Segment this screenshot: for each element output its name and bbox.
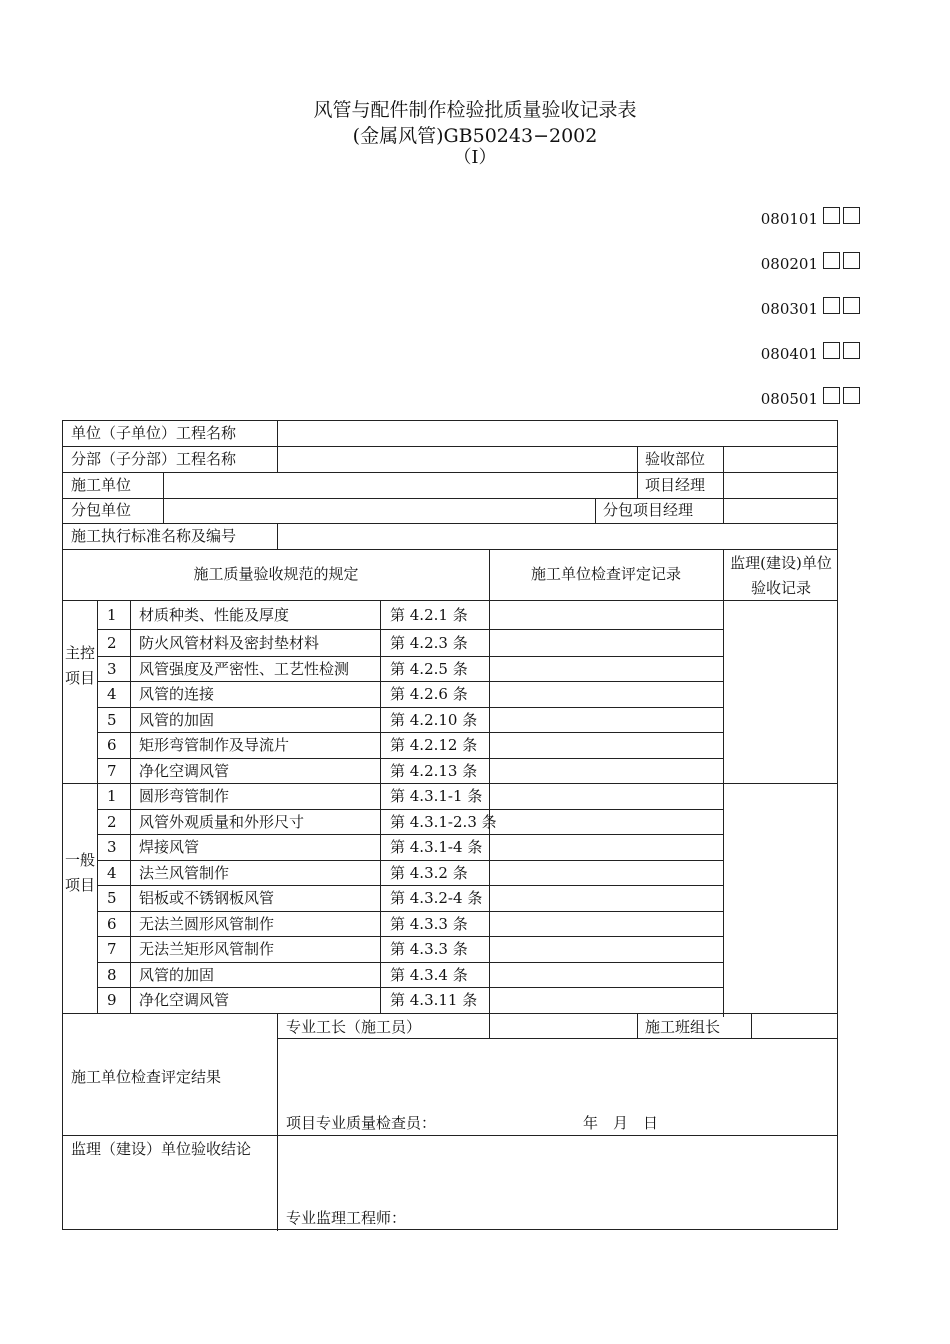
item-name: 风管强度及严密性、工艺性检测 — [139, 659, 350, 678]
item-number: 3 — [107, 659, 117, 678]
table-rule — [97, 987, 723, 988]
general-group-label: 一般项目 — [64, 851, 95, 894]
item-number: 3 — [107, 838, 117, 856]
engineer-label: 专业监理工程师： — [286, 1209, 407, 1227]
table-rule — [63, 446, 838, 447]
table-rule — [277, 1013, 278, 1231]
code-row — [660, 286, 860, 331]
table-rule — [97, 600, 98, 1013]
table-rule — [97, 681, 723, 682]
table-rule — [63, 600, 838, 601]
item-number: 6 — [107, 914, 117, 933]
table-rule — [63, 498, 838, 499]
item-name: 圆形弯管制作 — [139, 787, 230, 805]
table-rule — [97, 629, 723, 630]
table-rule — [97, 911, 723, 912]
table-rule — [637, 472, 638, 498]
result-label: 施工单位检查评定结果 — [71, 1068, 222, 1086]
code-checkbox[interactable] — [843, 297, 860, 314]
item-name: 焊接风管 — [139, 838, 200, 856]
item-number: 7 — [107, 761, 117, 780]
item-clause: 第 4.2.13 条 — [390, 761, 478, 780]
table-rule — [163, 472, 164, 498]
item-name: 无法兰矩形风管制作 — [139, 940, 275, 958]
item-clause: 第 4.3.3 条 — [390, 940, 468, 958]
item-clause: 第 4.3.11 条 — [390, 991, 478, 1009]
code-checkbox[interactable] — [823, 207, 840, 224]
item-name: 材质种类、性能及厚度 — [139, 605, 290, 624]
date-label: 年 月 日 — [583, 1114, 659, 1132]
code-checkbox[interactable] — [843, 252, 860, 269]
inspector-label: 项目专业质量检查员： — [286, 1114, 437, 1132]
item-clause: 第 4.3.2-4 条 — [390, 889, 483, 907]
check-column-header: 施工单位检查评定记录 — [530, 565, 681, 583]
subcontract-unit-label: 分包单位 — [71, 501, 132, 519]
subcontract-manager-label: 分包项目经理 — [603, 501, 694, 519]
table-rule — [637, 1013, 638, 1038]
table-rule — [63, 549, 838, 550]
code-checkbox[interactable] — [843, 342, 860, 359]
table-rule — [63, 472, 838, 473]
table-rule — [723, 446, 724, 472]
item-number: 6 — [107, 736, 117, 754]
spec-column-header: 施工质量验收规范的规定 — [193, 565, 359, 583]
table-rule — [97, 860, 723, 861]
table-rule — [380, 600, 381, 1013]
code-checkbox[interactable] — [843, 387, 860, 404]
form-part-number: （Ⅰ） — [453, 147, 497, 168]
item-name: 净化空调风管 — [139, 761, 230, 780]
item-number: 1 — [107, 787, 117, 805]
item-name: 防火风管材料及密封垫材料 — [139, 633, 320, 652]
code-row — [660, 196, 860, 241]
table-rule — [97, 834, 723, 835]
item-clause: 第 4.2.1 条 — [390, 605, 468, 624]
item-clause: 第 4.2.3 条 — [390, 633, 468, 652]
table-rule — [130, 600, 131, 1013]
conclusion-label: 监理（建设）单位验收结论 — [71, 1140, 252, 1158]
main-group-label: 主控项目 — [64, 644, 95, 687]
item-clause: 第 4.3.1-4 条 — [390, 838, 483, 856]
code-row — [660, 241, 860, 286]
item-name: 铝板或不锈钢板风管 — [139, 889, 275, 907]
code-row — [660, 331, 860, 376]
item-number: 9 — [107, 991, 117, 1009]
item-clause: 第 4.2.5 条 — [390, 659, 468, 678]
item-number: 8 — [107, 965, 117, 984]
table-rule — [277, 523, 278, 549]
code-row — [660, 376, 860, 421]
table-rule — [97, 758, 723, 759]
item-name: 矩形弯管制作及导流片 — [139, 736, 290, 754]
table-rule — [277, 446, 278, 472]
code-number: 080301 — [760, 299, 818, 318]
table-rule — [637, 446, 638, 472]
item-clause: 第 4.3.2 条 — [390, 863, 468, 882]
code-checkbox[interactable] — [823, 252, 840, 269]
item-number: 1 — [107, 605, 117, 624]
table-rule — [97, 809, 723, 810]
item-clause: 第 4.3.1-1 条 — [390, 787, 483, 805]
table-rule — [97, 936, 723, 937]
standard-label: 施工执行标准名称及编号 — [71, 527, 237, 545]
table-rule — [277, 421, 278, 446]
acceptance-part-label: 验收部位 — [645, 450, 706, 468]
table-rule — [63, 1135, 838, 1136]
team-leader-label: 施工班组长 — [645, 1018, 721, 1036]
item-number: 4 — [107, 863, 117, 882]
item-clause: 第 4.3.4 条 — [390, 965, 468, 984]
item-clause: 第 4.3.3 条 — [390, 914, 468, 933]
table-rule — [97, 707, 723, 708]
inspection-table — [62, 420, 838, 1230]
item-clause: 第 4.2.10 条 — [390, 710, 478, 729]
item-name: 净化空调风管 — [139, 991, 230, 1009]
construction-unit-label: 施工单位 — [71, 476, 132, 494]
code-checkbox[interactable] — [823, 387, 840, 404]
item-clause: 第 4.3.1-2.3 条 — [390, 812, 497, 831]
table-rule — [97, 962, 723, 963]
table-rule — [63, 783, 838, 784]
item-name: 风管的连接 — [139, 685, 215, 703]
item-number: 7 — [107, 940, 117, 958]
table-rule — [489, 1013, 490, 1038]
table-rule — [63, 523, 838, 524]
item-clause: 第 4.2.12 条 — [390, 736, 478, 754]
item-number: 2 — [107, 633, 117, 652]
item-number: 4 — [107, 685, 117, 703]
table-rule — [63, 1013, 838, 1014]
item-name: 风管的加固 — [139, 710, 215, 729]
table-rule — [277, 1038, 838, 1039]
sub-name-label: 分部（子分部）工程名称 — [71, 450, 237, 468]
code-list — [660, 196, 860, 421]
form-title: 风管与配件制作检验批质量验收记录表 — [313, 99, 637, 121]
code-checkbox[interactable] — [823, 297, 840, 314]
table-rule — [751, 1013, 752, 1038]
foreman-label: 专业工长（施工员） — [286, 1018, 422, 1036]
table-rule — [97, 732, 723, 733]
item-name: 法兰风管制作 — [139, 863, 230, 882]
project-manager-label: 项目经理 — [645, 476, 706, 494]
form-subtitle: (金属风管)GB50243−2002 — [352, 125, 598, 147]
table-rule — [97, 656, 723, 657]
table-rule — [595, 498, 596, 523]
code-number: 080401 — [760, 344, 818, 363]
table-rule — [97, 885, 723, 886]
unit-name-label: 单位（子单位）工程名称 — [71, 424, 237, 442]
table-rule — [163, 498, 164, 523]
item-number: 5 — [107, 889, 117, 907]
item-number: 2 — [107, 812, 117, 831]
supervision-column-header: 监理(建设)单位验收记录 — [730, 554, 832, 597]
table-rule — [723, 498, 724, 523]
table-rule — [723, 472, 724, 498]
code-number: 080201 — [760, 254, 818, 273]
code-number: 080501 — [760, 389, 818, 408]
item-name: 无法兰圆形风管制作 — [139, 914, 275, 933]
code-number: 080101 — [760, 209, 818, 228]
item-name: 风管的加固 — [139, 965, 215, 984]
item-clause: 第 4.2.6 条 — [390, 685, 468, 703]
item-number: 5 — [107, 710, 117, 729]
code-checkbox[interactable] — [823, 342, 840, 359]
code-checkbox[interactable] — [843, 207, 860, 224]
item-name: 风管外观质量和外形尺寸 — [139, 812, 305, 831]
